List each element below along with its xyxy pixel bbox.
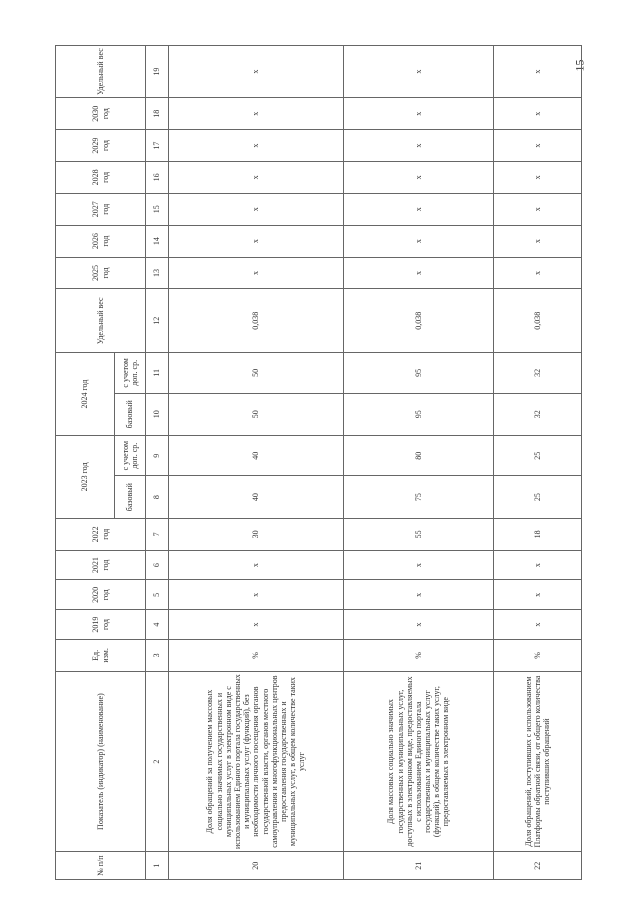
column-number-row [146,46,169,880]
row-num: 22 [494,852,582,880]
cell-2023-extra: 25 [494,436,582,476]
cell-2025: x [169,257,344,289]
col-number: 4 [146,610,169,640]
cell-2025: x [494,257,582,289]
cell-2024-base: 95 [344,393,494,435]
col-number: 3 [146,639,169,671]
cell-2029: x [344,130,494,162]
page-number: 15 [572,59,587,72]
col-number: 7 [146,518,169,550]
cell-2022: 30 [169,518,344,550]
cell-2024-base: 32 [494,393,582,435]
header-2027: 2027 год [56,193,146,225]
header-2024-base: базовый [115,393,146,435]
row-num: 21 [344,852,494,880]
col-number: 11 [146,353,169,393]
col-number: 19 [146,46,169,98]
cell-2023-base: 40 [169,476,344,518]
cell-2030: x [169,98,344,130]
header-weight-2: Удельный вес [56,46,146,98]
cell-2024-extra: 32 [494,353,582,393]
cell-2019: x [169,610,344,640]
header-2028: 2028 год [56,161,146,193]
cell-2021: x [169,550,344,580]
col-number: 12 [146,289,169,353]
cell-2024-extra: 50 [169,353,344,393]
header-2026: 2026 год [56,225,146,257]
col-number: 14 [146,225,169,257]
header-2019: 2019 год [56,610,146,640]
col-number: 8 [146,476,169,518]
header-unit: Ед. изм. [56,639,146,671]
cell-2020: x [169,580,344,610]
cell-2027: x [344,193,494,225]
table-row [169,46,344,880]
col-number: 16 [146,161,169,193]
cell-2026: x [494,225,582,257]
header-2025: 2025 год [56,257,146,289]
cell-2029: x [494,130,582,162]
header-row [56,46,115,880]
cell-2022: 18 [494,518,582,550]
cell-2024-extra: 95 [344,353,494,393]
header-2022: 2022 год [56,518,146,550]
cell-2027: x [169,193,344,225]
col-number: 5 [146,580,169,610]
cell-2026: x [344,225,494,257]
cell-2025: x [344,257,494,289]
cell-2027: x [494,193,582,225]
col-number: 18 [146,98,169,130]
cell-weight-2: x [494,46,582,98]
header-weight: Удельный вес [56,289,146,353]
row-unit: % [344,639,494,671]
cell-2023-extra: 40 [169,436,344,476]
cell-2019: x [344,610,494,640]
cell-weight: 0,038 [494,289,582,353]
cell-2026: x [169,225,344,257]
row-num: 20 [169,852,344,880]
cell-2021: x [344,550,494,580]
row-unit: % [494,639,582,671]
header-2023-base: базовый [115,476,146,518]
header-2021: 2021 год [56,550,146,580]
col-number: 10 [146,393,169,435]
header-2024-extra: с учетом доп. ср. [115,353,146,393]
row-name: Доля массовых социально значимых государственных и муниципальных услуг, доступных в электронном виде, предоставляемых с использованием Единого портала государственных и муниципальных услуг (функций), в общем количестве таких услуг, предоставляемых в электронном виде [344,671,494,852]
cell-2021: x [494,550,582,580]
header-2020: 2020 год [56,580,146,610]
header-2029: 2029 год [56,130,146,162]
row-name: Доля обращений за получением массовых социально значимых государственных и муниципальных услуг в электронном виде с использованием Единого портала государственных и муниципальных услуг (функций), без необходимости личного посещения органов государственной власти, органов местного самоуправления и многофункциональных центров предоставления государственных и муниципальных услуг, в общем количестве таких услуг [169,671,344,852]
cell-weight: 0,038 [169,289,344,353]
col-number: 15 [146,193,169,225]
col-number: 1 [146,852,169,880]
col-number: 6 [146,550,169,580]
header-num: № п/п [56,852,146,880]
cell-2023-base: 25 [494,476,582,518]
cell-2020: x [494,580,582,610]
row-unit: % [169,639,344,671]
header-2024: 2024 год [56,353,115,436]
cell-2030: x [494,98,582,130]
cell-2028: x [344,161,494,193]
cell-2028: x [494,161,582,193]
header-2023: 2023 год [56,436,115,519]
header-2023-extra: с учетом доп. ср. [115,436,146,476]
col-number: 2 [146,671,169,852]
cell-2022: 55 [344,518,494,550]
cell-2028: x [169,161,344,193]
cell-weight-2: x [344,46,494,98]
header-name: Показатель (индикатор) (наименование) [56,671,146,852]
indicators-table [55,45,582,880]
col-number: 17 [146,130,169,162]
cell-2029: x [169,130,344,162]
cell-2023-extra: 80 [344,436,494,476]
cell-2023-base: 75 [344,476,494,518]
col-number: 9 [146,436,169,476]
cell-2020: x [344,580,494,610]
table-row [344,46,494,880]
cell-2019: x [494,610,582,640]
header-2030: 2030 год [56,98,146,130]
col-number: 13 [146,257,169,289]
rotated-table-wrapper [55,45,580,880]
table-row [494,46,582,880]
cell-weight-2: x [169,46,344,98]
cell-2024-base: 50 [169,393,344,435]
cell-2030: x [344,98,494,130]
cell-weight: 0,038 [344,289,494,353]
row-name: Доля обращений, поступивших с использованием Платформы обратной связи, от общего количества поступивших обращений [494,671,582,852]
